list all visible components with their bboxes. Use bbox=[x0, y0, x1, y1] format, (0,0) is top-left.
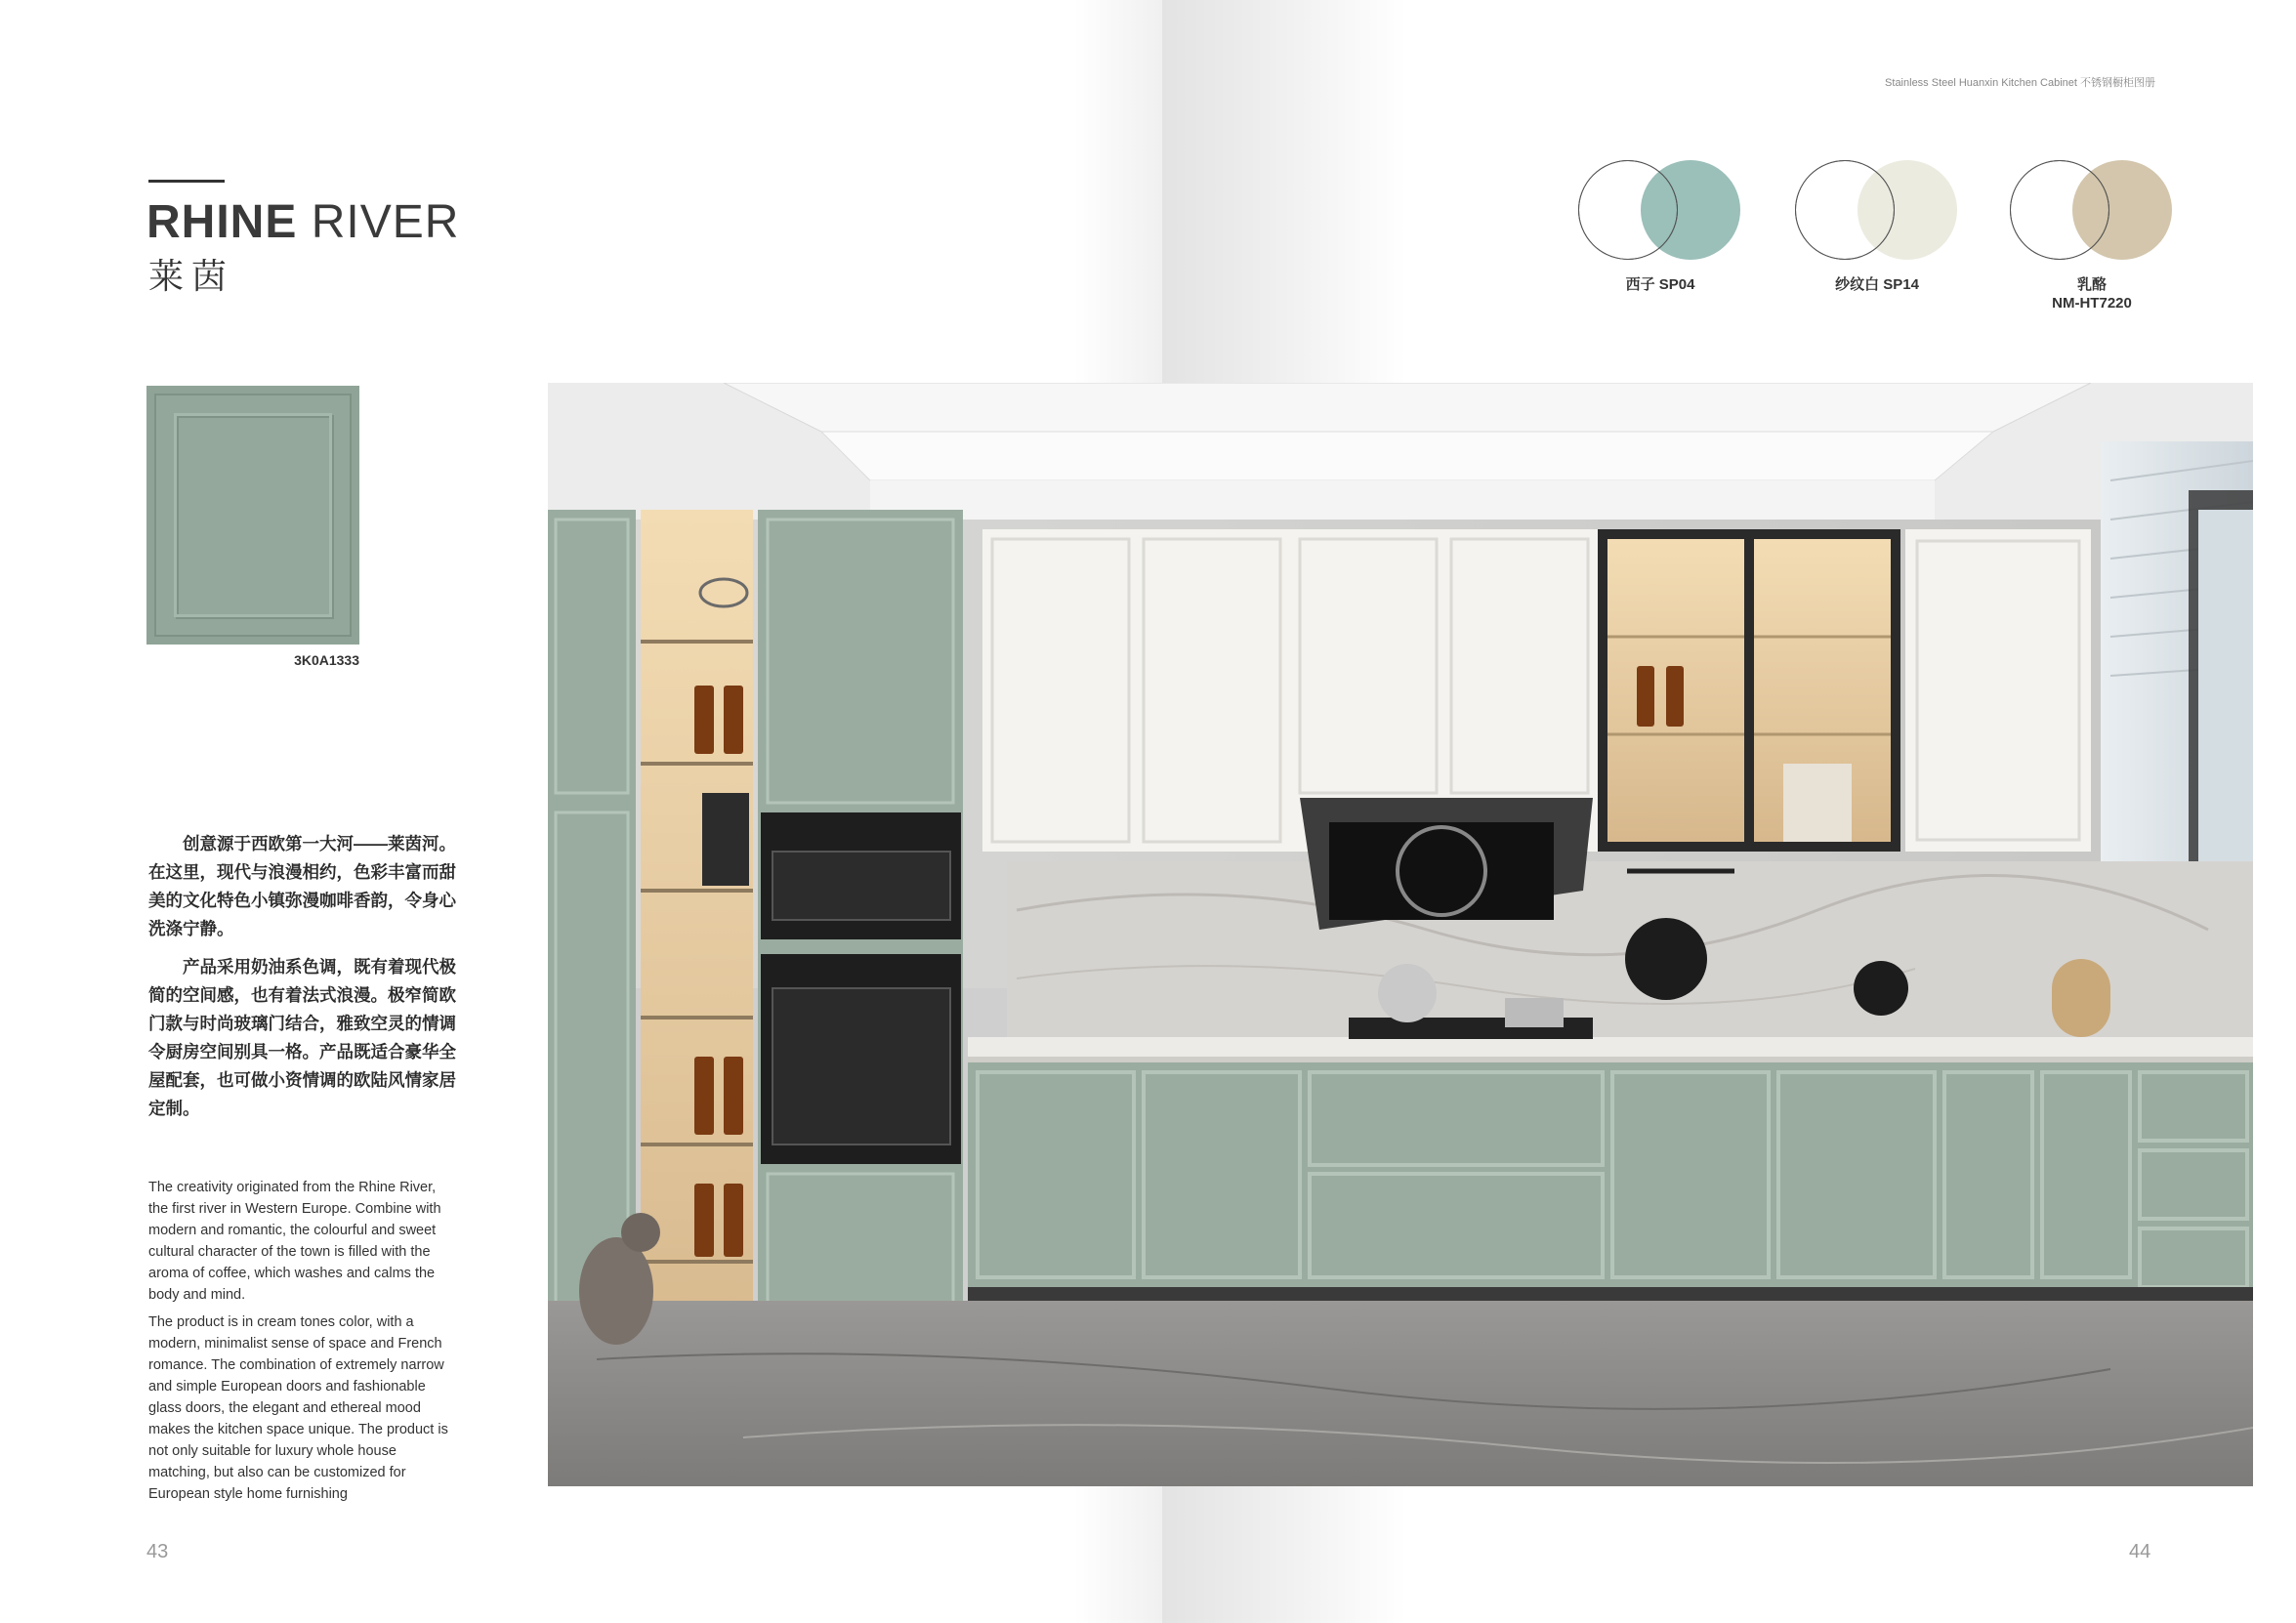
description-en-paragraph: The creativity originated from the Rhine River, the first river in Western Europe. Combine with modern and romantic, the colourful and sweet cultural character of the town is filled with the aroma of coffee, which washes and calms the body and mind. bbox=[148, 1180, 441, 1303]
swatch-label: 纱纹白 SP14 bbox=[1835, 276, 1919, 293]
kitchen-illustration bbox=[548, 383, 2253, 1486]
description-cn-paragraph: 产品采用奶油系色调，既有着现代极简的空间感，也有着法式浪漫。极窄简欧门款与时尚玻璃门结合，雅致空灵的情调令厨房空间别具一格。产品既适合豪华全屋配套，也可做小资情调的欧陆风情家居定制。 bbox=[148, 957, 456, 1118]
title-rule bbox=[148, 180, 225, 183]
description-cn-paragraph: 创意源于西欧第一大河——莱茵河。在这里，现代与浪漫相约，色彩丰富而甜美的文化特色小镇弥漫咖啡香韵，令身心洗涤宁静。 bbox=[148, 834, 456, 938]
color-swatch bbox=[2010, 156, 2186, 312]
color-swatch bbox=[1795, 156, 1971, 293]
door-sample bbox=[146, 386, 359, 645]
kitchen-photo bbox=[548, 383, 2253, 1486]
catalog-header: Stainless Steel Huanxin Kitchen Cabinet 不锈钢橱柜图册 bbox=[1885, 77, 2155, 89]
description-en bbox=[148, 1177, 459, 1511]
description-en-paragraph: The product is in cream tones color, with a modern, minimalist sense of space and French romance. The combination of extremely narrow and simple European doors and fashionable glass doors, the elegant and ethereal mood makes the kitchen space unique. The product is not only suitable for luxury whole house matching, but also can be customized for European style home furnishing bbox=[148, 1314, 448, 1502]
page-number-left: 43 bbox=[146, 1541, 169, 1562]
description-cn bbox=[148, 830, 459, 1133]
color-swatch bbox=[1578, 156, 1754, 293]
product-title-en: RHINE RIVER bbox=[146, 196, 460, 248]
swatch-label: 西子 SP04 bbox=[1625, 276, 1695, 293]
product-title-cn: 莱茵 bbox=[148, 256, 235, 296]
page-number-right: 44 bbox=[2129, 1541, 2151, 1562]
swatch-label: 乳酪 NM-HT7220 bbox=[2052, 276, 2132, 312]
door-code: 3K0A1333 bbox=[294, 652, 359, 668]
